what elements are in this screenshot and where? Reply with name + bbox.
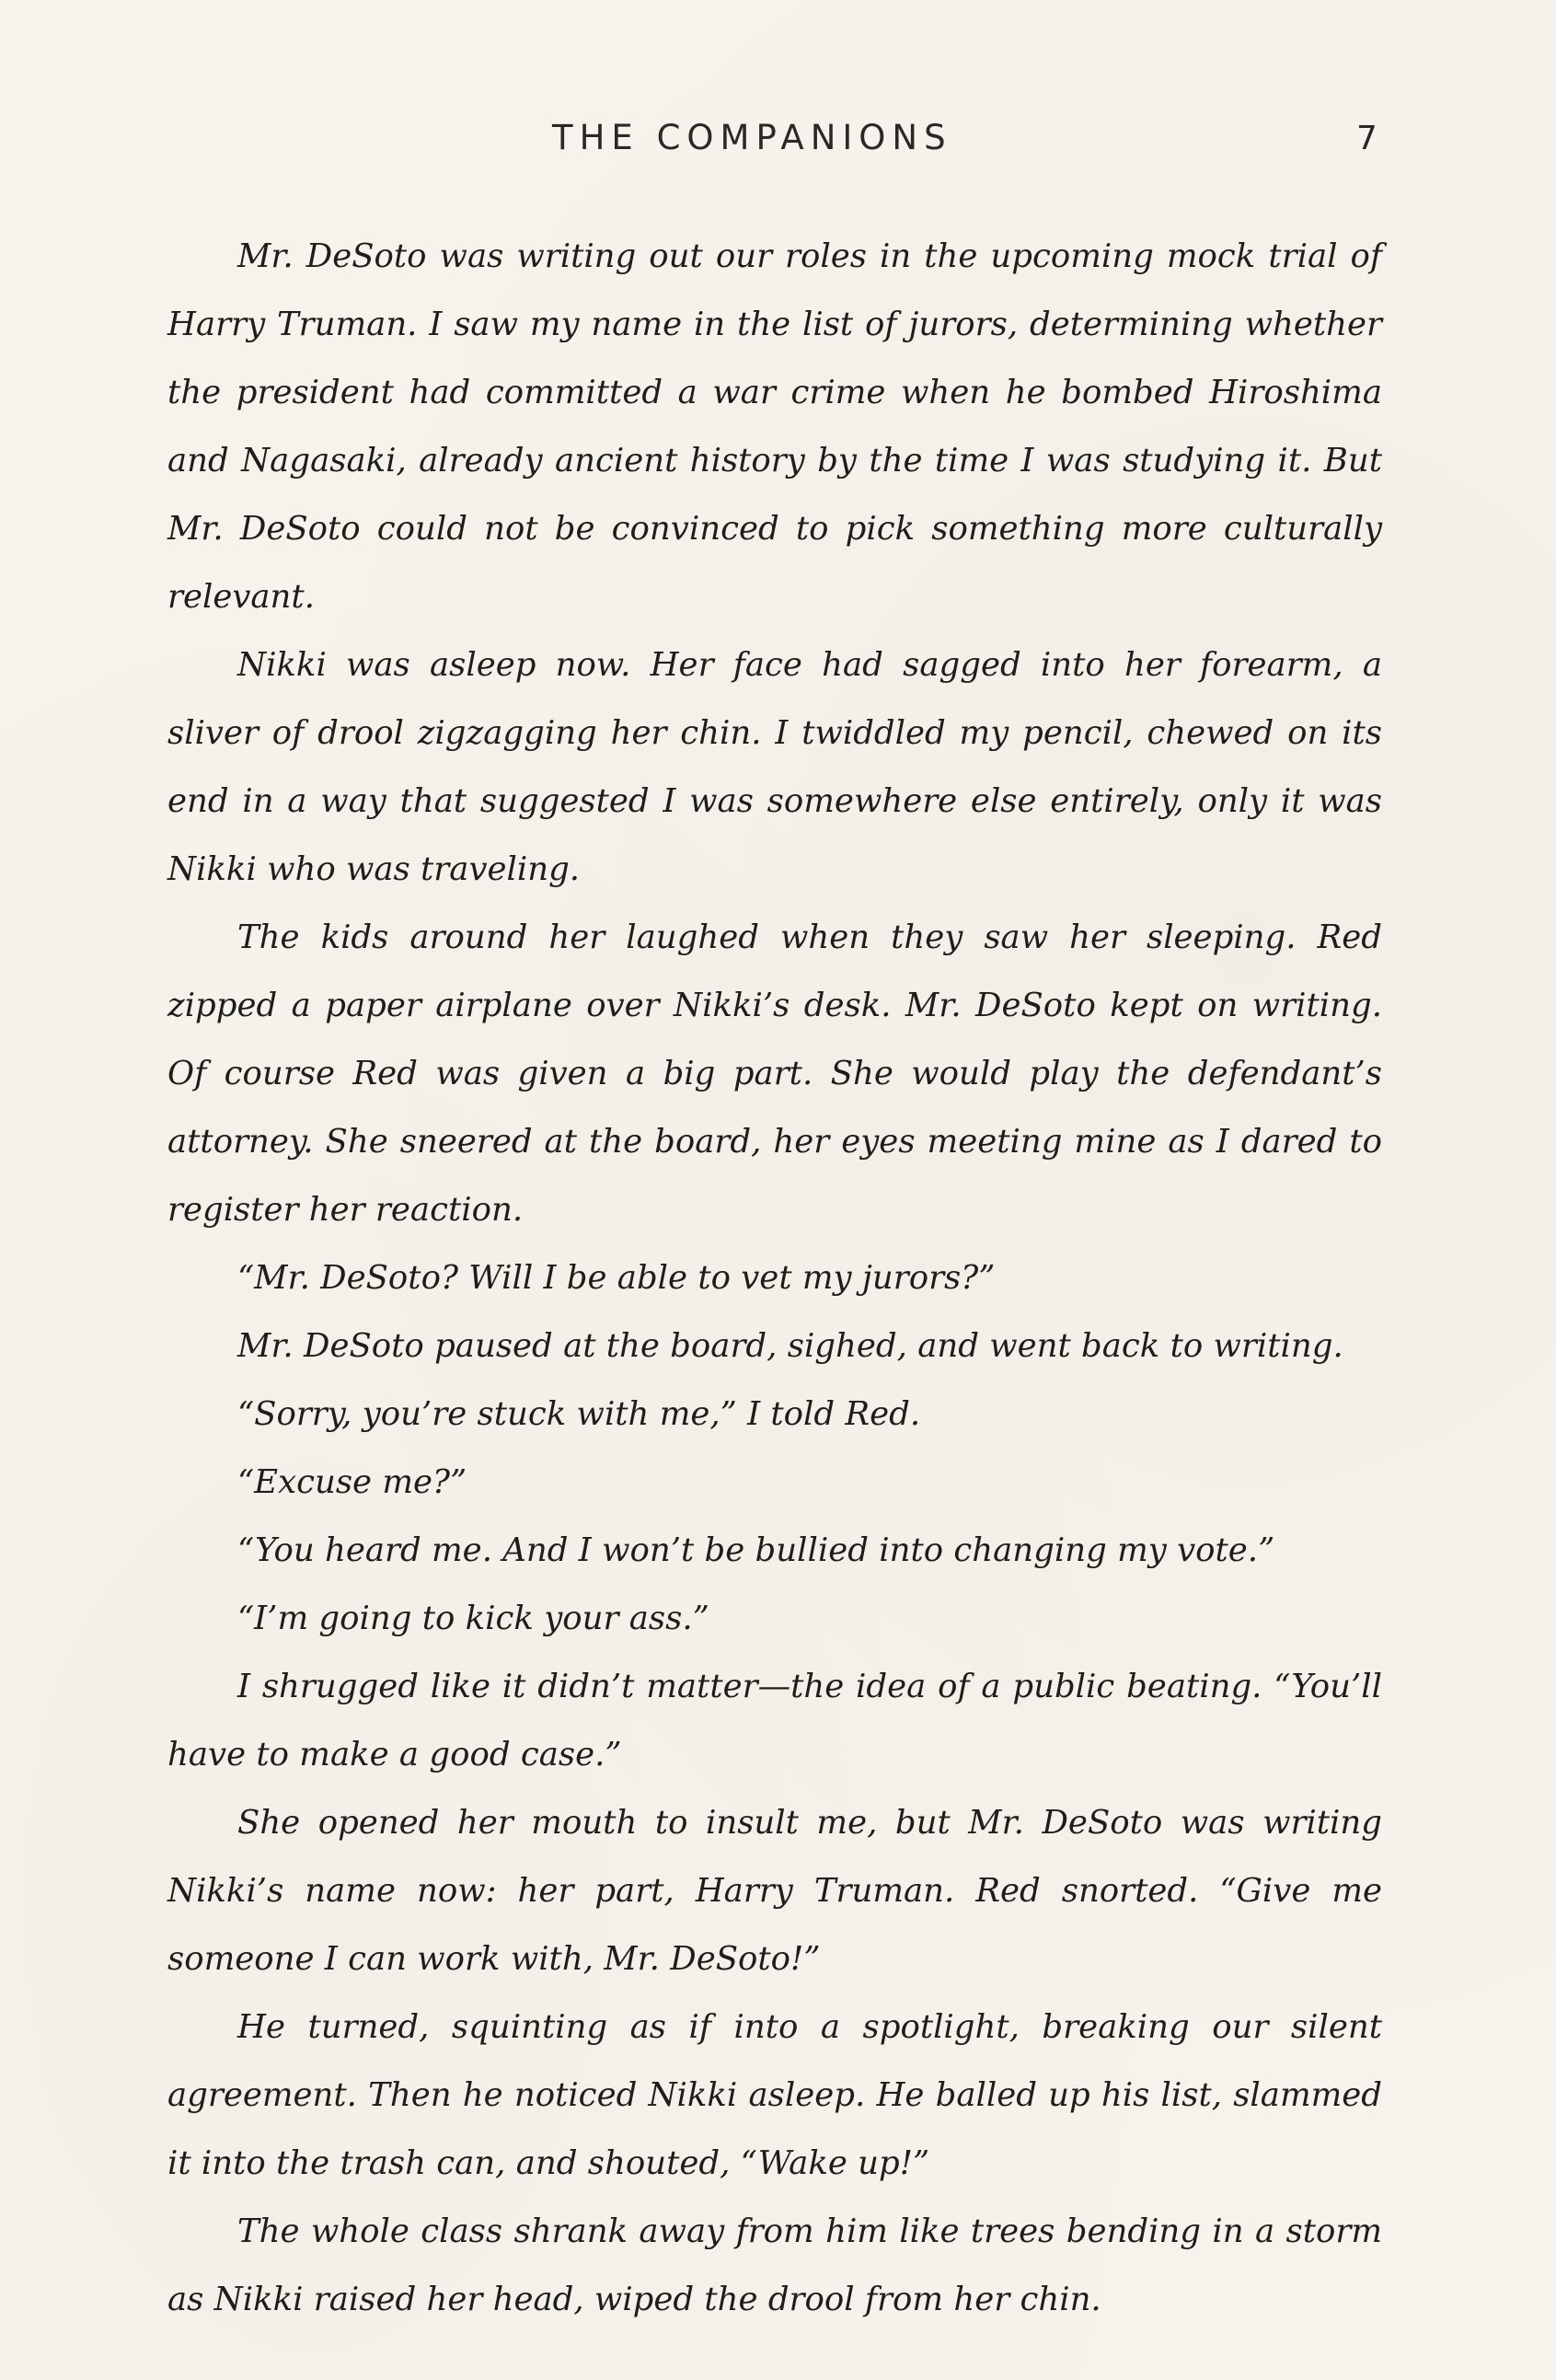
paragraph: Mr. DeSoto was writing out our roles in the upcoming mock trial of Harry Truman. I saw my name in the list of jurors, determining whether the president had committed a war crime when he bombed Hiroshima and Nagasaki, already ancient history by the time I was studying it. But Mr. DeSoto could not be convinced to pick something more culturally relevant. — [167, 237, 1382, 616]
paragraph: “You heard me. And I won’t be bullied into changing my vote.” — [237, 1531, 1275, 1569]
paragraph: He turned, squinting as if into a spotlight, breaking our silent agreement. Then he noticed Nikki asleep. He balled up his list, slammed it into the trash can, and shouted, “Wake up!” — [167, 2008, 1382, 2182]
paragraph: I shrugged like it didn’t matter—the idea of a public beating. “You’ll have to make a good case.” — [167, 1668, 1382, 1773]
running-title: THE COMPANIONS — [552, 118, 952, 157]
paragraph: She opened her mouth to insult me, but Mr. DeSoto was writing Nikki’s name now: her part, Harry Truman. Red snorted. “Give me someone I can work with, Mr. DeSoto!” — [167, 1804, 1382, 1978]
paragraph: Nikki was asleep now. Her face had sagged into her forearm, a sliver of drool zigzagging her chin. I twiddled my pencil, chewed on its end in a way that suggested I was somewhere else entirely, only it was Nikki who was traveling. — [167, 646, 1382, 888]
paragraph: Mr. DeSoto paused at the board, sighed, and went back to writing. — [237, 1327, 1343, 1365]
paragraph: “Excuse me?” — [237, 1463, 467, 1501]
paragraph: “I’m going to kick your ass.” — [237, 1600, 709, 1637]
running-header — [0, 118, 1556, 164]
paragraph: “Mr. DeSoto? Will I be able to vet my jurors?” — [237, 1259, 996, 1297]
paragraph: The kids around her laughed when they saw her sleeping. Red zipped a paper airplane over Nikki’s desk. Mr. DeSoto kept on writing. Of course Red was given a big part. She would play the defendant’s attorney. She sneered at the board, her eyes meeting mine as I dared to register her reaction. — [167, 918, 1382, 1229]
paragraph: “Sorry, you’re stuck with me,” I told Red. — [237, 1395, 921, 1433]
paragraph: The whole class shrank away from him like trees bending in a storm as Nikki raised her head, wiped the drool from her chin. — [167, 2212, 1382, 2318]
page-number: 7 — [1356, 120, 1377, 157]
body-text — [167, 223, 1382, 2334]
